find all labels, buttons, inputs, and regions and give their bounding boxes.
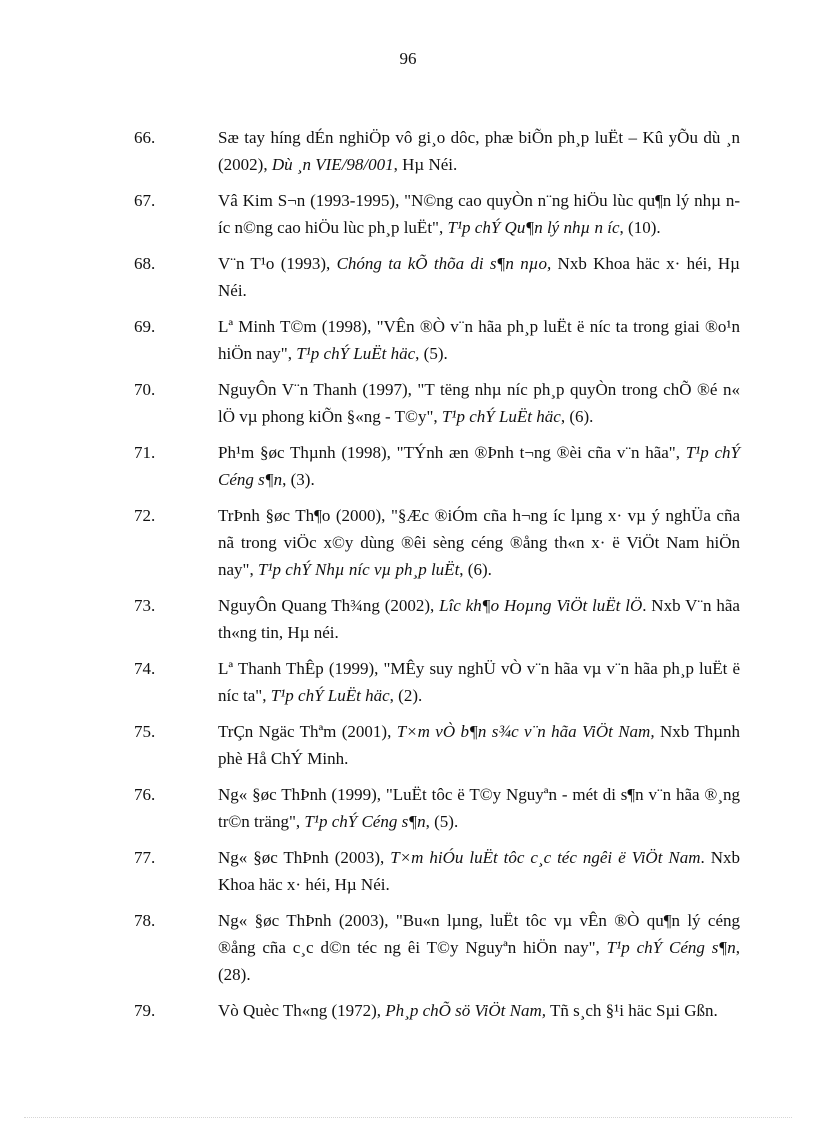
reference-text-end: , (3).	[282, 470, 315, 489]
reference-text-end: , (2).	[389, 686, 423, 705]
reference-text: Ng« §øc ThÞnh (1999), "LuËt tôc ë T©y Nguyªn - mét di s¶n v¨n hãa ®¸ng tr©n träng",	[218, 785, 740, 831]
reference-text: NguyÔn Quang Th¾ng (2002),	[218, 596, 440, 615]
reference-text: Ng« §øc ThÞnh (2003), "Bu«n lµng, luËt tôc vµ vÊn ®Ò qu¶n lý céng ®ång cña c¸c d©n téc ng êi T©y Nguyªn hiÖn nay",	[218, 911, 740, 957]
reference-item	[134, 655, 740, 709]
reference-source: T¹p chÝ Nhµ níc vµ ph¸p luËt	[258, 560, 460, 579]
reference-number: 78.	[134, 911, 156, 930]
reference-text-end: , (5).	[425, 812, 459, 831]
reference-source: T¹p chÝ Céng s¶n	[304, 812, 426, 831]
reference-number: 79.	[134, 1001, 156, 1020]
reference-source: T¹p chÝ LuËt häc	[296, 344, 416, 363]
reference-text-end: . Nxb V¨n hãa th«ng tin, Hµ néi.	[218, 596, 740, 642]
reference-source: T¹p chÝ Céng s¶n	[606, 938, 736, 957]
reference-text-end: Tñ s¸ch §¹i häc Sµi Gßn.	[546, 1001, 718, 1020]
reference-text: Ph¹m §øc Thµnh (1998), "TÝnh æn ®Þnh t¬ng ®èi cña v¨n hãa",	[218, 443, 686, 462]
reference-item	[134, 844, 740, 898]
reference-source: Chóng ta kÕ thõa di s¶n nµo,	[336, 254, 552, 273]
reference-number: 72.	[134, 506, 156, 525]
reference-item	[134, 187, 740, 241]
reference-item	[134, 439, 740, 493]
reference-text: Ng« §øc ThÞnh (2003),	[218, 848, 391, 867]
reference-text-end: , (5).	[415, 344, 448, 363]
reference-text: TrÞnh §øc Th¶o (2000), "§Æc ®iÓm cña h¬ng íc lµng x· vµ ý nghÜa cña nã trong viÖc x©y dùng ®êi sèng céng ®ång th«n x· ë ViÖt Nam hiÖn nay",	[218, 506, 740, 579]
reference-number: 66.	[134, 128, 156, 147]
reference-source: T¹p chÝ LuËt häc	[270, 686, 390, 705]
reference-text: Vâ Kim S¬n (1993-1995), "N©ng cao quyÒn n¨ng hiÖu lùc qu¶n lý nhµ n íc n©ng cao hiÖu lùc ph¸p luËt",	[218, 191, 740, 237]
page-bottom-rule	[24, 1117, 792, 1118]
reference-source: T¹p chÝ LuËt häc	[441, 407, 561, 426]
reference-text: Lª Minh T©m (1998), "VÊn ®Ò v¨n hãa ph¸p luËt ë níc ta trong giai ®o¹n hiÖn nay",	[218, 317, 740, 363]
reference-item	[134, 718, 740, 772]
reference-text-end: . Nxb Khoa häc x· héi, Hµ Néi.	[218, 848, 740, 894]
reference-item	[134, 376, 740, 430]
reference-text-end: , (6).	[459, 560, 492, 579]
reference-number: 75.	[134, 722, 156, 741]
reference-number: 71.	[134, 443, 156, 462]
reference-number: 68.	[134, 254, 156, 273]
reference-source: T¹p chÝ Qu¶n lý nhµ n íc	[447, 218, 620, 237]
reference-number: 77.	[134, 848, 156, 867]
reference-text: V¨n T¹o (1993),	[218, 254, 337, 273]
reference-source: T×m hiÓu luËt tôc c¸c téc ngêi ë ViÖt Nam	[390, 848, 701, 867]
reference-item	[134, 124, 740, 178]
reference-number: 67.	[134, 191, 156, 210]
reference-item	[134, 313, 740, 367]
reference-item	[134, 592, 740, 646]
reference-text: NguyÔn V¨n Thanh (1997), "T tëng nhµ níc ph¸p quyÒn trong chÕ ®é n« lÖ vµ phong kiÕn §«ng - T©y",	[218, 380, 740, 426]
reference-number: 69.	[134, 317, 156, 336]
reference-source: T×m vÒ b¶n s¾c v¨n hãa ViÖt Nam,	[396, 722, 655, 741]
reference-number: 74.	[134, 659, 156, 678]
reference-text: Sæ tay híng dÉn nghiÖp vô gi¸o dôc, phæ biÕn ph¸p luËt – Kû yÕu dù ¸n (2002),	[218, 128, 740, 174]
reference-text-end: , (10).	[619, 218, 661, 237]
reference-source: Lîc kh¶o Hoµng ViÖt luËt lÖ	[439, 596, 643, 615]
reference-number: 76.	[134, 785, 156, 804]
reference-text-end: , (28).	[218, 938, 740, 984]
reference-source: Dù ¸n VIE/98/001	[271, 155, 394, 174]
reference-item	[134, 781, 740, 835]
reference-number: 73.	[134, 596, 156, 615]
reference-text-end: , Hµ Néi.	[393, 155, 458, 174]
reference-text: Lª Thanh ThÊp (1999), "MÊy suy nghÜ vÒ v¨n hãa vµ v¨n hãa ph¸p luËt ë níc ta",	[218, 659, 740, 705]
reference-item	[134, 502, 740, 583]
reference-number: 70.	[134, 380, 156, 399]
reference-item	[134, 997, 740, 1024]
reference-source: Ph¸p chÕ sö ViÖt Nam,	[385, 1001, 546, 1020]
reference-source: T¹p chÝ Céng s¶n	[218, 443, 740, 489]
reference-text-end: Nxb Khoa häc x· héi, Hµ Néi.	[218, 254, 740, 300]
reference-item	[134, 250, 740, 304]
reference-list	[134, 124, 740, 1033]
reference-text-end: Nxb Thµnh phè Hå ChÝ Minh.	[218, 722, 740, 768]
page-number: 96	[399, 49, 417, 68]
reference-item	[134, 907, 740, 988]
reference-text-end: , (6).	[560, 407, 594, 426]
reference-text: Vò Quèc Th«ng (1972),	[218, 1001, 386, 1020]
reference-text: TrÇn Ngäc Thªm (2001),	[218, 722, 397, 741]
